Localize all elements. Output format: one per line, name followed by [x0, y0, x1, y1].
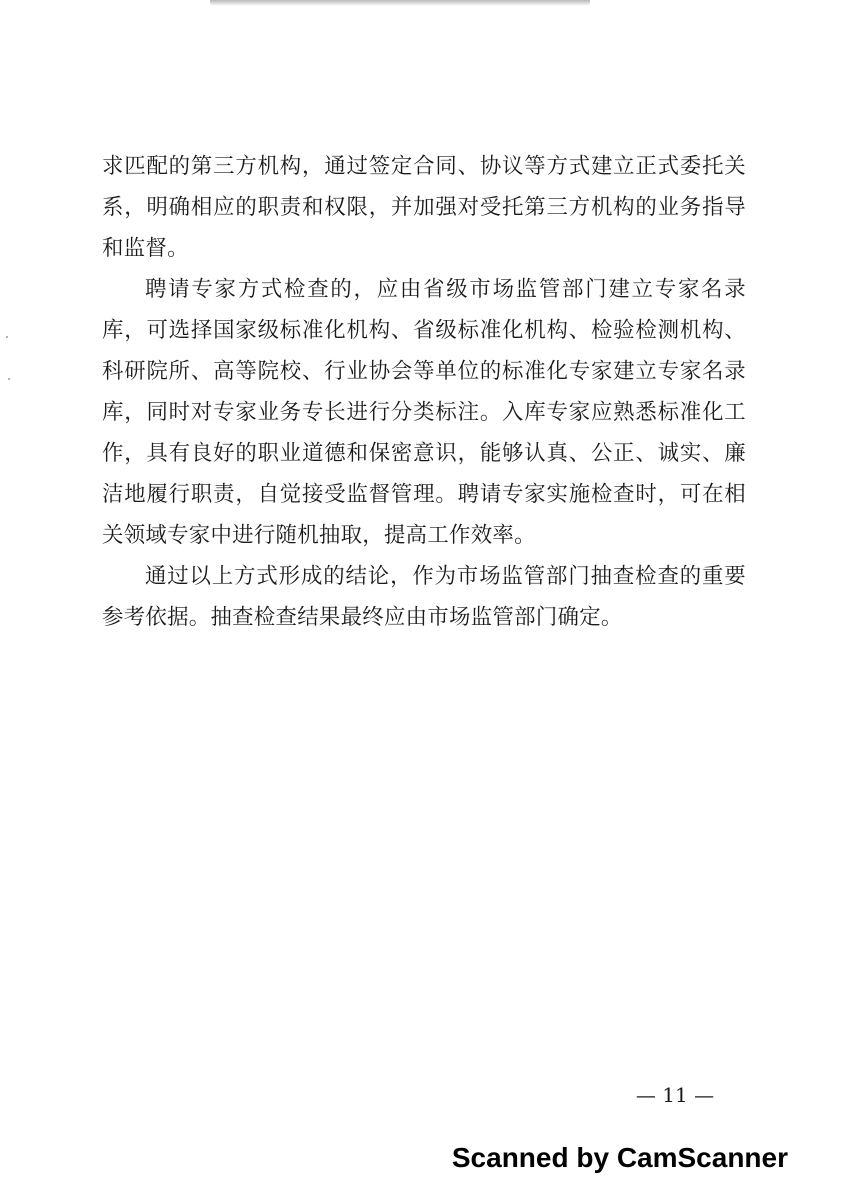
scan-artifact-dot: [6, 336, 8, 338]
document-body: [102, 146, 746, 638]
scan-artifact-dot: [8, 378, 10, 380]
paragraph-3: 通过以上方式形成的结论，作为市场监管部门抽查检查的重要参考依据。抽查检查结果最终应由市场监管部门确定。: [102, 564, 746, 630]
paragraph-2: 聘请专家方式检查的，应由省级市场监管部门建立专家名录库，可选择国家级标准化机构、省级标准化机构、检验检测机构、科研院所、高等院校、行业协会等单位的标准化专家建立专家名录库，同时对专家业务专长进行分类标注。入库专家应熟悉标准化工作，具有良好的职业道德和保密意识，能够认真、公正、诚实、廉洁地履行职责，自觉接受监督管理。聘请专家实施检查时，可在相关领域专家中进行随机抽取，提高工作效率。: [102, 277, 746, 548]
page-number: — 11 —: [635, 1083, 715, 1107]
scan-top-edge: [210, 0, 590, 6]
camscanner-watermark: Scanned by CamScanner: [451, 1142, 788, 1173]
paragraph-1: 求匹配的第三方机构，通过签定合同、协议等方式建立正式委托关系，明确相应的职责和权限，并加强对受托第三方机构的业务指导和监督。: [102, 154, 746, 261]
